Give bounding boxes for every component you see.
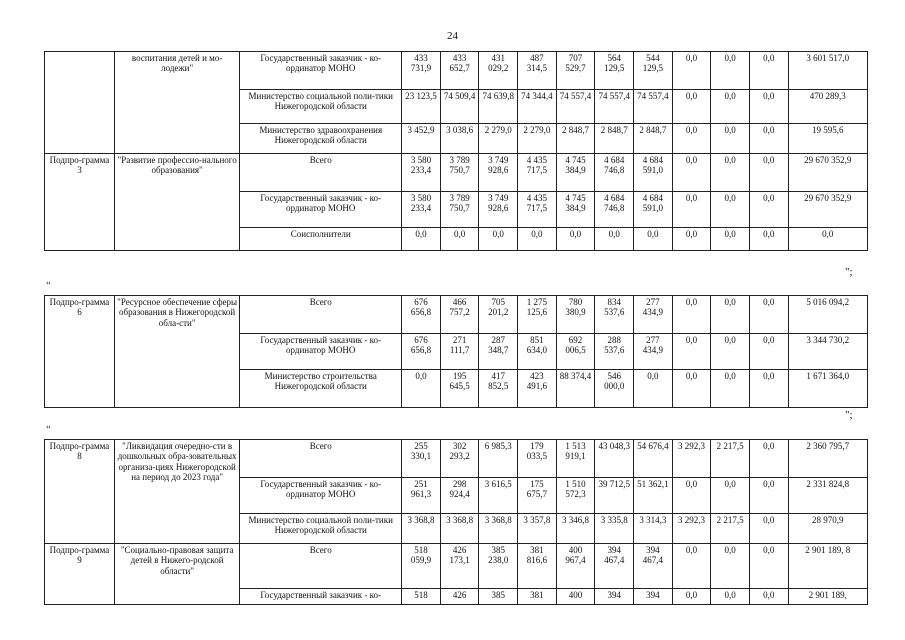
subprogram-label-cell bbox=[45, 52, 115, 154]
year-value-cell: 518 bbox=[402, 589, 441, 605]
year-value-cell: 54 676,4 bbox=[634, 440, 673, 478]
total-value-cell: 1 671 364,0 bbox=[788, 370, 867, 408]
year-value-cell: 0,0 bbox=[749, 478, 788, 514]
year-value-cell: 0,0 bbox=[711, 370, 750, 408]
total-value-cell: 3 344 730,2 bbox=[788, 334, 867, 370]
total-value-cell: 29 670 352,9 bbox=[788, 192, 867, 228]
year-value-cell: 0,0 bbox=[711, 334, 750, 370]
year-value-cell: 3 314,3 bbox=[634, 514, 673, 544]
total-value-cell: 28 970,9 bbox=[788, 514, 867, 544]
year-value-cell: 0,0 bbox=[711, 589, 750, 605]
subprogram-name-cell: воспитания детей и мо-лодежи" bbox=[114, 52, 239, 154]
year-value-cell: 0,0 bbox=[672, 589, 711, 605]
year-value-cell: 3 616,5 bbox=[479, 478, 518, 514]
year-value-cell: 3 580 233,4 bbox=[402, 154, 441, 192]
year-value-cell: 0,0 bbox=[749, 296, 788, 334]
page-number: 24 bbox=[447, 30, 458, 42]
year-value-cell: 4 745 384,9 bbox=[556, 192, 595, 228]
budget-table-part-1 bbox=[44, 51, 868, 251]
executor-cell: Всего bbox=[240, 154, 402, 192]
year-value-cell: 0,0 bbox=[672, 154, 711, 192]
year-value-cell: 0,0 bbox=[711, 192, 750, 228]
year-value-cell: 487 314,5 bbox=[518, 52, 557, 90]
total-value-cell: 29 670 352,9 bbox=[788, 154, 867, 192]
executor-cell: Государственный заказчик - ко-ординатор МОНО bbox=[240, 334, 402, 370]
year-value-cell: 0,0 bbox=[672, 90, 711, 124]
year-value-cell: 3 335,8 bbox=[595, 514, 634, 544]
year-value-cell: 0,0 bbox=[711, 124, 750, 154]
year-value-cell: 195 645,5 bbox=[440, 370, 479, 408]
year-value-cell: 0,0 bbox=[672, 124, 711, 154]
year-value-cell: 74 509,4 bbox=[440, 90, 479, 124]
year-value-cell: 2 279,0 bbox=[479, 124, 518, 154]
year-value-cell: 2 217,5 bbox=[711, 440, 750, 478]
year-value-cell: 400 bbox=[556, 589, 595, 605]
year-value-cell: 277 434,9 bbox=[634, 334, 673, 370]
year-value-cell: 3 368,8 bbox=[440, 514, 479, 544]
year-value-cell: 0,0 bbox=[518, 228, 557, 251]
executor-cell: Министерство здравоохранения Нижегородской области bbox=[240, 124, 402, 154]
year-value-cell: 74 557,4 bbox=[556, 90, 595, 124]
year-value-cell: 394 bbox=[595, 589, 634, 605]
year-value-cell: 51 362,1 bbox=[634, 478, 673, 514]
year-value-cell: 175 675,7 bbox=[518, 478, 557, 514]
year-value-cell: 0,0 bbox=[749, 192, 788, 228]
year-value-cell: 251 961,3 bbox=[402, 478, 441, 514]
year-value-cell: 381 816,6 bbox=[518, 544, 557, 589]
year-value-cell: 546 000,0 bbox=[595, 370, 634, 408]
year-value-cell: 179 033,5 bbox=[518, 440, 557, 478]
year-value-cell: 385 bbox=[479, 589, 518, 605]
year-value-cell: 39 712,5 bbox=[595, 478, 634, 514]
year-value-cell: 277 434,9 bbox=[634, 296, 673, 334]
year-value-cell: 544 129,5 bbox=[634, 52, 673, 90]
total-value-cell: 19 595,6 bbox=[788, 124, 867, 154]
table-row bbox=[45, 154, 868, 192]
year-value-cell: 4 684 591,0 bbox=[634, 192, 673, 228]
year-value-cell: 3 292,3 bbox=[672, 514, 711, 544]
subprogram-name-cell: "Развитие профессио-нального образования" bbox=[114, 154, 239, 251]
year-value-cell: 287 348,7 bbox=[479, 334, 518, 370]
year-value-cell: 0,0 bbox=[672, 228, 711, 251]
table-row bbox=[45, 296, 868, 334]
total-value-cell: 3 601 517,0 bbox=[788, 52, 867, 90]
subprogram-label-cell: Подпро-грамма 6 bbox=[45, 296, 115, 408]
year-value-cell: 0,0 bbox=[749, 90, 788, 124]
year-value-cell: 3 368,8 bbox=[479, 514, 518, 544]
year-value-cell: 3 368,8 bbox=[402, 514, 441, 544]
year-value-cell: 0,0 bbox=[672, 296, 711, 334]
year-value-cell: 0,0 bbox=[749, 228, 788, 251]
year-value-cell: 43 048,3 bbox=[595, 440, 634, 478]
year-value-cell: 3 452,9 bbox=[402, 124, 441, 154]
subprogram-name-cell: "Ликвидация очередно-сти в дошкольных обра-зовательных организа-циях Нижегородской на период до 2023 года" bbox=[114, 440, 239, 544]
year-value-cell: 0,0 bbox=[749, 514, 788, 544]
year-value-cell: 0,0 bbox=[479, 228, 518, 251]
year-value-cell: 0,0 bbox=[711, 296, 750, 334]
year-value-cell: 426 173,1 bbox=[440, 544, 479, 589]
year-value-cell: 0,0 bbox=[711, 154, 750, 192]
year-value-cell: 692 006,5 bbox=[556, 334, 595, 370]
year-value-cell: 0,0 bbox=[749, 124, 788, 154]
year-value-cell: 0,0 bbox=[672, 52, 711, 90]
year-value-cell: 3 789 750,7 bbox=[440, 192, 479, 228]
budget-table-part-3 bbox=[44, 439, 868, 605]
total-value-cell: 2 901 189, 8 bbox=[788, 544, 867, 589]
year-value-cell: 0,0 bbox=[634, 370, 673, 408]
year-value-cell: 3 292,3 bbox=[672, 440, 711, 478]
year-value-cell: 6 985,3 bbox=[479, 440, 518, 478]
year-value-cell: 433 652,7 bbox=[440, 52, 479, 90]
year-value-cell: 0,0 bbox=[440, 228, 479, 251]
year-value-cell: 518 059,9 bbox=[402, 544, 441, 589]
total-value-cell: 2 360 795,7 bbox=[788, 440, 867, 478]
executor-cell: Государственный заказчик - ко-ординатор МОНО bbox=[240, 478, 402, 514]
opening-quote-mark: " bbox=[46, 424, 51, 436]
year-value-cell: 381 bbox=[518, 589, 557, 605]
executor-cell: Всего bbox=[240, 296, 402, 334]
total-value-cell: 470 289,3 bbox=[788, 90, 867, 124]
executor-cell: Соисполнители bbox=[240, 228, 402, 251]
year-value-cell: 851 634,0 bbox=[518, 334, 557, 370]
year-value-cell: 433 731,9 bbox=[402, 52, 441, 90]
year-value-cell: 302 293,2 bbox=[440, 440, 479, 478]
year-value-cell: 298 924,4 bbox=[440, 478, 479, 514]
subprogram-label-cell: Подпро-грамма 8 bbox=[45, 440, 115, 544]
year-value-cell: 0,0 bbox=[556, 228, 595, 251]
year-value-cell: 1 513 919,1 bbox=[556, 440, 595, 478]
year-value-cell: 0,0 bbox=[749, 52, 788, 90]
year-value-cell: 74 557,4 bbox=[634, 90, 673, 124]
year-value-cell: 676 656,8 bbox=[402, 296, 441, 334]
year-value-cell: 0,0 bbox=[672, 370, 711, 408]
year-value-cell: 426 bbox=[440, 589, 479, 605]
year-value-cell: 0,0 bbox=[634, 228, 673, 251]
year-value-cell: 74 344,4 bbox=[518, 90, 557, 124]
executor-cell: Государственный заказчик - ко- bbox=[240, 589, 402, 605]
year-value-cell: 417 852,5 bbox=[479, 370, 518, 408]
year-value-cell: 2 848,7 bbox=[634, 124, 673, 154]
year-value-cell: 3 038,6 bbox=[440, 124, 479, 154]
executor-cell: Министерство социальной поли-тики Нижегородской области bbox=[240, 514, 402, 544]
year-value-cell: 0,0 bbox=[749, 154, 788, 192]
year-value-cell: 3 357,8 bbox=[518, 514, 557, 544]
year-value-cell: 3 749 928,6 bbox=[479, 192, 518, 228]
closing-quote-mark: "; bbox=[845, 266, 853, 278]
table-row bbox=[45, 544, 868, 589]
year-value-cell: 0,0 bbox=[711, 90, 750, 124]
year-value-cell: 255 330,1 bbox=[402, 440, 441, 478]
year-value-cell: 4 435 717,5 bbox=[518, 192, 557, 228]
year-value-cell: 0,0 bbox=[749, 544, 788, 589]
opening-quote-mark: " bbox=[46, 280, 51, 292]
year-value-cell: 400 967,4 bbox=[556, 544, 595, 589]
subprogram-name-cell: "Социально-правовая защита детей в Нижего-родской области" bbox=[114, 544, 239, 605]
subprogram-label-cell: Подпро-грамма 9 bbox=[45, 544, 115, 605]
year-value-cell: 0,0 bbox=[749, 334, 788, 370]
year-value-cell: 423 491,6 bbox=[518, 370, 557, 408]
year-value-cell: 431 029,2 bbox=[479, 52, 518, 90]
year-value-cell: 0,0 bbox=[749, 440, 788, 478]
year-value-cell: 74 639,8 bbox=[479, 90, 518, 124]
year-value-cell: 466 757,2 bbox=[440, 296, 479, 334]
year-value-cell: 2 848,7 bbox=[595, 124, 634, 154]
year-value-cell: 271 111,7 bbox=[440, 334, 479, 370]
year-value-cell: 3 749 928,6 bbox=[479, 154, 518, 192]
executor-cell: Министерство строительства Нижегородской области bbox=[240, 370, 402, 408]
budget-table-part-2 bbox=[44, 295, 868, 408]
year-value-cell: 394 bbox=[634, 589, 673, 605]
year-value-cell: 4 684 746,8 bbox=[595, 154, 634, 192]
year-value-cell: 0,0 bbox=[749, 370, 788, 408]
year-value-cell: 676 656,8 bbox=[402, 334, 441, 370]
year-value-cell: 0,0 bbox=[711, 228, 750, 251]
closing-quote-mark: "; bbox=[845, 409, 853, 421]
executor-cell: Государственный заказчик - ко-ординатор МОНО bbox=[240, 52, 402, 90]
year-value-cell: 0,0 bbox=[672, 544, 711, 589]
year-value-cell: 88 374,4 bbox=[556, 370, 595, 408]
total-value-cell: 0,0 bbox=[788, 228, 867, 251]
year-value-cell: 0,0 bbox=[672, 478, 711, 514]
total-value-cell: 2 901 189, bbox=[788, 589, 867, 605]
year-value-cell: 4 745 384,9 bbox=[556, 154, 595, 192]
total-value-cell: 5 016 094,2 bbox=[788, 296, 867, 334]
year-value-cell: 394 467,4 bbox=[634, 544, 673, 589]
year-value-cell: 1 275 125,6 bbox=[518, 296, 557, 334]
year-value-cell: 0,0 bbox=[711, 478, 750, 514]
year-value-cell: 705 201,2 bbox=[479, 296, 518, 334]
year-value-cell: 2 279,0 bbox=[518, 124, 557, 154]
executor-cell: Министерство социальной поли-тики Нижегородской области bbox=[240, 90, 402, 124]
year-value-cell: 385 238,0 bbox=[479, 544, 518, 589]
total-value-cell: 2 331 824,8 bbox=[788, 478, 867, 514]
year-value-cell: 288 537,6 bbox=[595, 334, 634, 370]
year-value-cell: 0,0 bbox=[595, 228, 634, 251]
subprogram-name-cell: "Ресурсное обеспечение сферы образования в Нижегородской обла-сти" bbox=[114, 296, 239, 408]
year-value-cell: 23 123,5 bbox=[402, 90, 441, 124]
year-value-cell: 4 684 746,8 bbox=[595, 192, 634, 228]
executor-cell: Всего bbox=[240, 440, 402, 478]
year-value-cell: 0,0 bbox=[711, 544, 750, 589]
year-value-cell: 3 789 750,7 bbox=[440, 154, 479, 192]
year-value-cell: 0,0 bbox=[672, 334, 711, 370]
year-value-cell: 0,0 bbox=[672, 192, 711, 228]
year-value-cell: 394 467,4 bbox=[595, 544, 634, 589]
year-value-cell: 4 684 591,0 bbox=[634, 154, 673, 192]
year-value-cell: 0,0 bbox=[402, 370, 441, 408]
year-value-cell: 780 380,9 bbox=[556, 296, 595, 334]
year-value-cell: 2 848,7 bbox=[556, 124, 595, 154]
year-value-cell: 1 510 572,3 bbox=[556, 478, 595, 514]
year-value-cell: 707 529,7 bbox=[556, 52, 595, 90]
year-value-cell: 3 580 233,4 bbox=[402, 192, 441, 228]
executor-cell: Всего bbox=[240, 544, 402, 589]
year-value-cell: 3 346,8 bbox=[556, 514, 595, 544]
table-row bbox=[45, 52, 868, 90]
table-row bbox=[45, 440, 868, 478]
year-value-cell: 74 557,4 bbox=[595, 90, 634, 124]
executor-cell: Государственный заказчик - ко-ординатор МОНО bbox=[240, 192, 402, 228]
year-value-cell: 0,0 bbox=[749, 589, 788, 605]
year-value-cell: 4 435 717,5 bbox=[518, 154, 557, 192]
subprogram-label-cell: Подпро-грамма 3 bbox=[45, 154, 115, 251]
year-value-cell: 0,0 bbox=[711, 52, 750, 90]
year-value-cell: 2 217,5 bbox=[711, 514, 750, 544]
year-value-cell: 564 129,5 bbox=[595, 52, 634, 90]
year-value-cell: 834 537,6 bbox=[595, 296, 634, 334]
year-value-cell: 0,0 bbox=[402, 228, 441, 251]
